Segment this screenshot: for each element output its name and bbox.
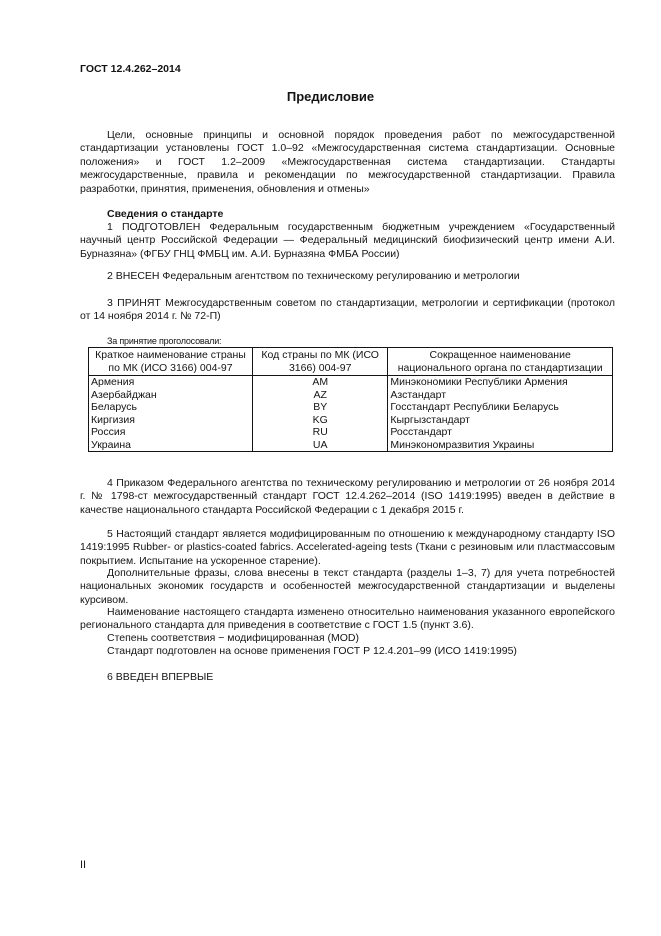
- country-cell: Беларусь: [89, 401, 253, 414]
- info-item-3: 3 ПРИНЯТ Межгосударственным советом по стандартизации, метрологии и сертификации (протокол от 14 ноября 2014 г. № 72-П): [80, 297, 615, 323]
- organ-cell: Минэкономики Республики Армения: [388, 376, 613, 389]
- document-code: ГОСТ 12.4.262–2014: [80, 63, 181, 75]
- code-cell: UA: [253, 439, 388, 452]
- info-item-2: 2 ВНЕСЕН Федеральным агентством по техническому регулированию и метрологии: [107, 270, 520, 282]
- country-cell: Украина: [89, 439, 253, 452]
- table-row: [89, 389, 613, 402]
- organ-cell: Госстандарт Республики Беларусь: [388, 401, 613, 414]
- info-heading: Сведения о стандарте: [107, 208, 224, 220]
- item-5-paragraph: 5 Настоящий стандарт является модифицированным по отношению к международному стандарту ISO 1419:1995 Rubber- or plastics-coated fabrics. Accelerated-ageing tests (Ткани с резиновым или пластмассовым покрытием. Испытание на ускоренное старение).: [80, 528, 615, 567]
- table-row: [89, 414, 613, 427]
- organ-cell: Кыргызстандарт: [388, 414, 613, 427]
- header-country: Краткое наименование страны по МК (ИСО 3166) 004-97: [89, 348, 253, 376]
- code-cell: AZ: [253, 389, 388, 402]
- header-code: Код страны по МК (ИСО 3166) 004-97: [253, 348, 388, 376]
- item-6: 6 ВВЕДЕН ВПЕРВЫЕ: [107, 671, 214, 683]
- item-5-name-change: Наименование настоящего стандарта изменено относительно наименования указанного европейского регионального стандарта для приведения в соответствие с ГОСТ 1.5 (пункт 3.6).: [80, 606, 615, 632]
- page-number: II: [80, 859, 87, 871]
- item-5-basis: Стандарт подготовлен на основе применения ГОСТ Р 12.4.201–99 (ИСО 1419:1995): [107, 645, 517, 657]
- info-item-1: 1 ПОДГОТОВЛЕН Федеральным государственным бюджетным учреждением «Государственный научный центр Российской Федерации — Федеральный медицинский биофизический центр имени А.И. Бурназяна» (ФГБУ ГНЦ ФМБЦ им. А.И. Бурназяна ФМБА России): [80, 221, 615, 260]
- table-row: [89, 401, 613, 414]
- item-5-additions: Дополнительные фразы, слова внесены в текст стандарта (разделы 1–3, 7) для учета потребностей национальных экономик государств и особенностей межгосударственной стандартизации и выделены курсивом.: [80, 567, 615, 606]
- table-row: [89, 439, 613, 452]
- code-cell: KG: [253, 414, 388, 427]
- table-header-row: [89, 348, 613, 376]
- page-title: Предисловие: [286, 89, 375, 104]
- table-caption: За принятие проголосовали:: [107, 336, 222, 346]
- voting-table: [88, 347, 613, 452]
- item-5-conformity: Степень соответствия − модифицированная (MOD): [107, 632, 359, 644]
- country-cell: Россия: [89, 426, 253, 439]
- table-row: [89, 376, 613, 389]
- country-cell: Киргизия: [89, 414, 253, 427]
- code-cell: BY: [253, 401, 388, 414]
- code-cell: RU: [253, 426, 388, 439]
- organ-cell: Минэкономразвития Украины: [388, 439, 613, 452]
- header-organ: Сокращенное наименование национального органа по стандартизации: [388, 348, 613, 376]
- organ-cell: Росстандарт: [388, 426, 613, 439]
- item-4: 4 Приказом Федерального агентства по техническому регулированию и метрологии от 26 ноября 2014 г. № 1798-ст межгосударственный стандарт ГОСТ 12.4.262–2014 (ISO 1419:1995) введен в действие в качестве национального стандарта Российской Федерации с 1 декабря 2015 г.: [80, 477, 615, 516]
- intro-paragraph: Цели, основные принципы и основной порядок проведения работ по межгосударственной стандартизации установлены ГОСТ 1.0–92 «Межгосударственная система стандартизации. Основные положения» и ГОСТ 1.2–2009 «Межгосударственная система стандартизации. Стандарты межгосударственные, правила и рекомендации по межгосударственной стандартизации. Правила разработки, принятия, применения, обновления и отмены»: [80, 129, 615, 195]
- country-cell: Азербайджан: [89, 389, 253, 402]
- country-cell: Армения: [89, 376, 253, 389]
- table-row: [89, 426, 613, 439]
- organ-cell: Азстандарт: [388, 389, 613, 402]
- code-cell: AM: [253, 376, 388, 389]
